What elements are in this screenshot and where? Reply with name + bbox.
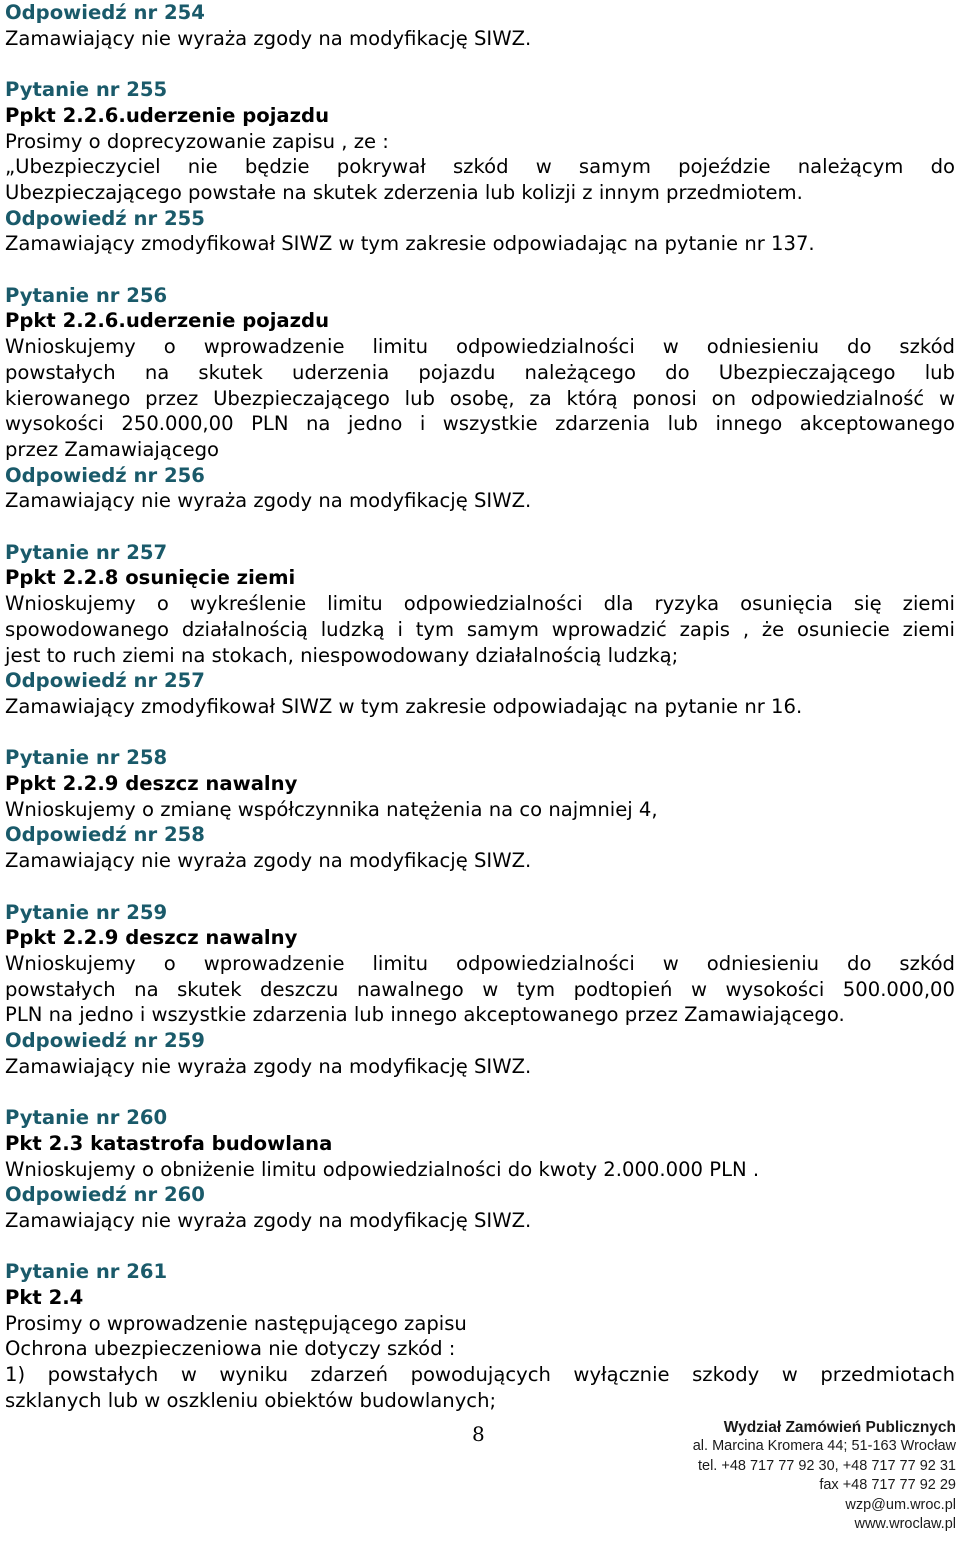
document-body: [5, 0, 955, 1414]
footer-email: wzp@um.wroc.pl: [845, 1496, 956, 1513]
body-line: Wnioskujemy o zmianę współczynnika natężenia na co najmniej 4,: [5, 797, 658, 821]
section-heading: Odpowiedź nr 258: [5, 823, 205, 847]
paragraph-gap: [5, 51, 955, 77]
section-heading: Pytanie nr 258: [5, 746, 168, 770]
clause-heading: Pkt 2.4: [5, 1286, 84, 1310]
body-line: szklanych lub w oszkleniu obiektów budowlanych;: [5, 1388, 497, 1412]
clause-heading: Ppkt 2.2.6.uderzenie pojazdu: [5, 103, 330, 127]
footer-contact: [693, 1418, 956, 1534]
section-heading: Pytanie nr 261: [5, 1260, 168, 1284]
body-line: Wnioskujemy o obniżenie limitu odpowiedzialności do kwoty 2.000.000 PLN .: [5, 1157, 760, 1181]
clause-heading: Pkt 2.3 katastrofa budowlana: [5, 1131, 333, 1155]
paragraph-gap: [5, 874, 955, 900]
page-number: 8: [472, 1422, 485, 1446]
body-line: jest to ruch ziemi na stokach, niespowodowany działalnością ludzką;: [5, 643, 679, 667]
footer-title: Wydział Zamówień Publicznych: [723, 1419, 956, 1436]
body-line: Zamawiający nie wyraża zgody na modyfikację SIWZ.: [5, 489, 532, 513]
body-line: kierowanego przez Ubezpieczającego lub osobę, za którą ponosi on odpowiedzialność w: [5, 386, 955, 410]
body-line: wysokości 250.000,00 PLN na jedno i wszystkie zdarzenia lub innego akceptowanego: [5, 412, 955, 436]
section-heading: Odpowiedź nr 260: [5, 1183, 205, 1207]
body-line: Prosimy o wprowadzenie następującego zapisu: [5, 1311, 467, 1335]
section-heading: Pytanie nr 259: [5, 900, 168, 924]
body-line: Zamawiający nie wyraża zgody na modyfikację SIWZ.: [5, 849, 532, 873]
footer-address: al. Marcina Kromera 44; 51-163 Wrocław: [692, 1438, 956, 1455]
paragraph-gap: [5, 1234, 955, 1260]
body-line: Prosimy o doprecyzowanie zapisu , ze :: [5, 129, 389, 153]
footer-fax: fax +48 717 77 92 29: [819, 1477, 956, 1494]
section-heading: Odpowiedź nr 255: [5, 206, 205, 230]
section-heading: Odpowiedź nr 254: [5, 1, 205, 24]
body-line: przez Zamawiającego: [5, 437, 220, 461]
body-line: Zamawiający zmodyfikował SIWZ w tym zakresie odpowiadając na pytanie nr 16.: [5, 694, 803, 718]
body-line: Wnioskujemy o wprowadzenie limitu odpowiedzialności w odniesieniu do szkód: [5, 951, 955, 975]
paragraph-gap: [5, 720, 955, 746]
section-heading: Odpowiedź nr 257: [5, 669, 205, 693]
section-heading: Odpowiedź nr 256: [5, 463, 205, 487]
section-heading: Odpowiedź nr 259: [5, 1029, 205, 1053]
section-heading: Pytanie nr 255: [5, 78, 168, 102]
body-line: powstałych na skutek deszczu nawalnego w tym podtopień w wysokości 500.000,00: [5, 977, 955, 1001]
body-line: Ubezpieczającego powstałe na skutek zderzenia lub kolizji z innym przedmiotem.: [5, 180, 803, 204]
section-heading: Pytanie nr 256: [5, 283, 168, 307]
body-line: Wnioskujemy o wykreślenie limitu odpowiedzialności dla ryzyka osunięcia się ziemi: [5, 592, 955, 616]
body-line: Ochrona ubezpieczeniowa nie dotyczy szkód :: [5, 1337, 456, 1361]
body-line: „Ubezpieczyciel nie będzie pokrywał szkód w samym pojeździe należącym do: [5, 155, 955, 179]
body-line: Zamawiający nie wyraża zgody na modyfikację SIWZ.: [5, 1054, 532, 1078]
clause-heading: Ppkt 2.2.9 deszcz nawalny: [5, 772, 298, 796]
body-line: spowodowanego działalnością ludzką i tym samym wprowadzić zapis , że osuniecie ziemi: [5, 617, 955, 641]
paragraph-gap: [5, 257, 955, 283]
body-line: Zamawiający nie wyraża zgody na modyfikację SIWZ.: [5, 1208, 532, 1232]
body-line: Zamawiający zmodyfikował SIWZ w tym zakresie odpowiadając na pytanie nr 137.: [5, 232, 815, 256]
body-line: 1) powstałych w wyniku zdarzeń powodujących wyłącznie szkody w przedmiotach: [5, 1363, 955, 1387]
footer-tel: tel. +48 717 77 92 30, +48 717 77 92 31: [697, 1457, 956, 1474]
body-line: powstałych na skutek uderzenia pojazdu należącego do Ubezpieczającego lub: [5, 360, 955, 384]
clause-heading: Ppkt 2.2.8 osunięcie ziemi: [5, 566, 296, 590]
section-heading: Pytanie nr 257: [5, 540, 168, 564]
paragraph-gap: [5, 1079, 955, 1105]
body-line: Wnioskujemy o wprowadzenie limitu odpowiedzialności w odniesieniu do szkód: [5, 335, 955, 359]
body-line: PLN na jedno i wszystkie zdarzenia lub innego akceptowanego przez Zamawiającego.: [5, 1003, 845, 1027]
footer-web: www.wroclaw.pl: [854, 1516, 956, 1533]
paragraph-gap: [5, 514, 955, 540]
body-line: Zamawiający nie wyraża zgody na modyfikację SIWZ.: [5, 26, 532, 50]
clause-heading: Ppkt 2.2.9 deszcz nawalny: [5, 926, 298, 950]
clause-heading: Ppkt 2.2.6.uderzenie pojazdu: [5, 309, 330, 333]
section-heading: Pytanie nr 260: [5, 1106, 168, 1130]
